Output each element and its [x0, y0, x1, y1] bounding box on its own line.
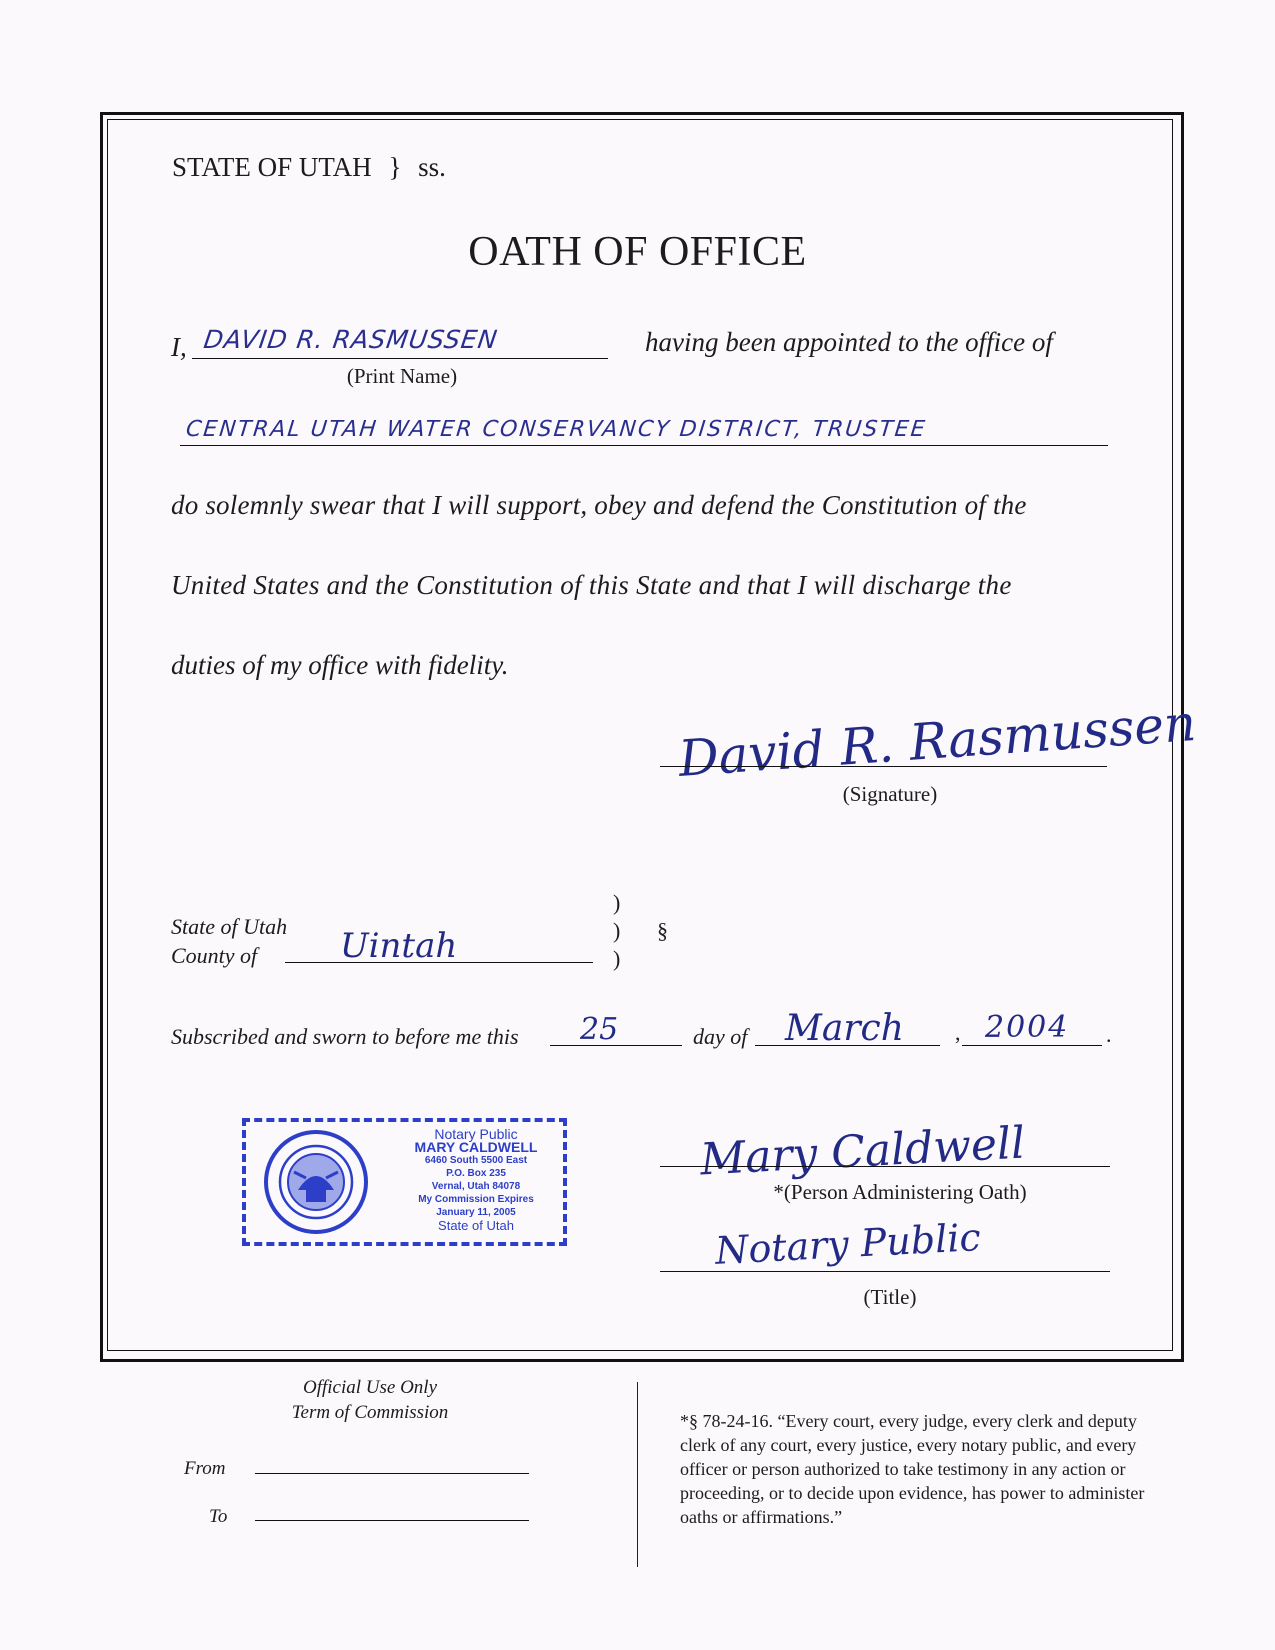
page-title: OATH OF OFFICE	[468, 229, 807, 275]
oath-prefix: I,	[171, 332, 187, 362]
footer-divider	[637, 1382, 638, 1567]
from-label: From	[184, 1458, 226, 1479]
month-handwritten: March	[785, 1008, 904, 1049]
ss-label: ss.	[418, 152, 446, 182]
date-period: .	[1106, 1022, 1112, 1047]
to-label: To	[209, 1506, 228, 1527]
stamp-line-5: Vernal, Utah 84078	[431, 1181, 521, 1192]
stamp-line-1: Notary Public	[434, 1126, 518, 1142]
county-handwritten: Uintah	[340, 926, 458, 966]
oath-body-line-3: duties of my office with fidelity.	[171, 650, 509, 680]
day-of-text: day of	[693, 1024, 748, 1049]
state-seal-icon	[254, 1122, 384, 1242]
venue-paren-1: )	[613, 890, 621, 915]
term-of-commission-heading: Term of Commission	[291, 1402, 449, 1423]
to-underline	[255, 1520, 529, 1521]
statute-footnote: *§ 78-24-16. “Every court, every judge, every clerk and deputy clerk of any court, every justice, every notary public, and every officer or person authorized to take testimony in any action or proceeding, or to decide upon evidence, has power to administer oaths or affirmations.”	[680, 1411, 1145, 1527]
subscribed-text: Subscribed and sworn to before me this	[171, 1024, 519, 1049]
stamp-line-8: State of Utah	[438, 1218, 514, 1233]
print-name-label: (Print Name)	[346, 364, 458, 388]
signature-handwritten: David R. Rasmussen	[676, 693, 1198, 789]
official-use-heading: Official Use Only	[302, 1377, 438, 1398]
oath-body-line-2: United States and the Constitution of this State and that I will discharge the	[171, 570, 1012, 600]
title-underline	[660, 1271, 1110, 1272]
from-underline	[255, 1473, 529, 1474]
signature-label: (Signature)	[842, 782, 938, 806]
brace: }	[388, 152, 402, 182]
administrator-signature: Mary Caldwell	[698, 1117, 1027, 1186]
stamp-line-6: My Commission Expires	[418, 1194, 534, 1205]
title-handwritten: Notary Public	[714, 1215, 982, 1273]
venue-paren-3: )	[613, 946, 621, 971]
title-label: (Title)	[863, 1285, 917, 1309]
state-heading	[172, 152, 446, 183]
county-label: County of	[171, 943, 258, 968]
state-label: State of Utah	[171, 914, 288, 939]
venue-paren-2: )	[613, 918, 621, 943]
state-line: STATE OF UTAH	[172, 152, 372, 182]
name-handwritten: DAVID R. RASMUSSEN	[201, 325, 500, 354]
notary-stamp	[242, 1118, 567, 1246]
stamp-text-block	[396, 1128, 556, 1232]
stamp-line-3: 6460 South 5500 East	[424, 1155, 528, 1166]
year-underline	[962, 1045, 1102, 1046]
office-underline	[180, 445, 1108, 446]
stamp-line-7: January 11, 2005	[436, 1207, 516, 1218]
administrator-label: *(Person Administering Oath)	[773, 1180, 1027, 1204]
date-comma: ,	[955, 1020, 961, 1045]
section-symbol: §	[657, 918, 668, 943]
signature-underline	[660, 766, 1107, 767]
name-underline	[192, 358, 608, 359]
oath-body-line-1: do solemnly swear that I will support, obey and defend the Constitution of the	[171, 490, 1027, 520]
year-handwritten: 2004	[985, 1010, 1070, 1045]
office-handwritten: CENTRAL UTAH WATER CONSERVANCY DISTRICT, TRUSTEE	[184, 417, 928, 442]
day-handwritten: 25	[580, 1012, 619, 1047]
stamp-line-4: P.O. Box 235	[446, 1168, 506, 1179]
administrator-underline	[660, 1166, 1110, 1167]
stamp-line-2: MARY CALDWELL	[414, 1139, 538, 1155]
appointed-text: having been appointed to the office of	[645, 327, 1053, 357]
